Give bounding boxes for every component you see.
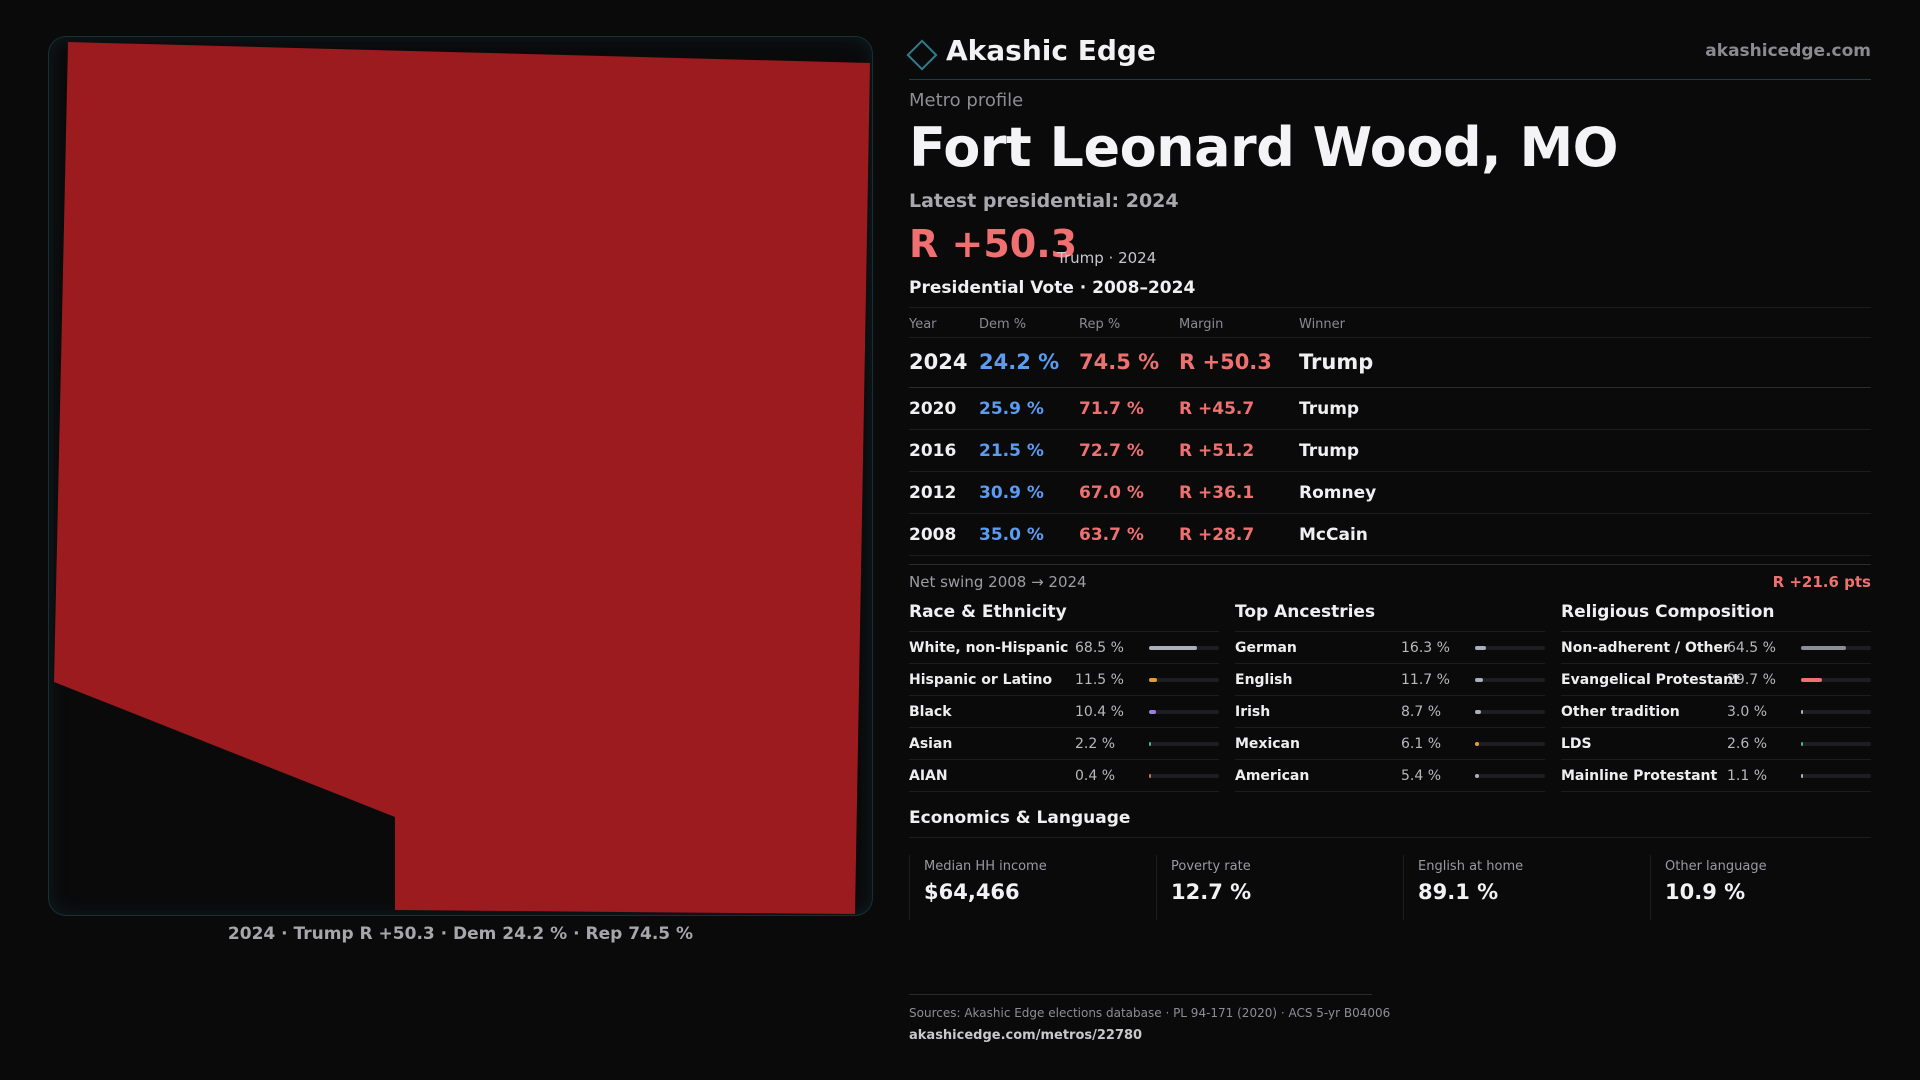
cell-rep: 71.7 % <box>1079 399 1144 419</box>
cell-dem: 24.2 % <box>979 350 1060 374</box>
list-item <box>909 728 1219 760</box>
metro-boundary-shape[interactable] <box>54 42 870 914</box>
cell-year: 2008 <box>909 525 957 545</box>
cell-winner: Romney <box>1299 483 1377 503</box>
cell-rep: 67.0 % <box>1079 483 1144 503</box>
religion-section <box>1561 602 1871 792</box>
item-pct: 29.7 % <box>1727 672 1776 688</box>
bar-track <box>1149 742 1219 746</box>
bar-fill <box>1801 742 1803 746</box>
header-winner: Winner <box>1299 317 1346 332</box>
sources-text: Sources: Akashic Edge elections database · PL 94-171 (2020) · ACS 5-yr B04006 <box>909 1006 1391 1020</box>
bar-fill <box>1149 678 1157 682</box>
cell-year: 2020 <box>909 399 957 419</box>
item-pct: 64.5 % <box>1727 640 1776 656</box>
list-item <box>1235 696 1545 728</box>
stat-value: 10.9 % <box>1665 880 1746 904</box>
cell-margin: R +28.7 <box>1179 525 1255 545</box>
list-item <box>1561 632 1871 664</box>
race-ethnicity-section <box>909 602 1219 792</box>
brand-url[interactable]: akashicedge.com <box>1705 41 1871 61</box>
item-label: Other tradition <box>1561 704 1680 720</box>
header-dem: Dem % <box>979 317 1027 332</box>
stat-label: English at home <box>1418 859 1524 874</box>
brand-name: Akashic Edge <box>946 34 1156 67</box>
bar-fill <box>1475 646 1486 650</box>
item-pct: 3.0 % <box>1727 704 1768 720</box>
item-pct: 68.5 % <box>1075 640 1124 656</box>
bar-fill <box>1475 774 1479 778</box>
item-label: Evangelical Protestant <box>1561 672 1740 688</box>
cell-margin: R +51.2 <box>1179 441 1255 461</box>
stat-other-language <box>1650 855 1871 920</box>
stat-english-home <box>1403 855 1650 920</box>
latest-margin: R +50.3 <box>909 222 1078 266</box>
vote-table <box>909 307 1871 556</box>
cell-dem: 25.9 % <box>979 399 1044 419</box>
bar-track <box>1149 710 1219 714</box>
cell-winner: Trump <box>1299 399 1360 419</box>
stat-label: Median HH income <box>924 859 1047 874</box>
list-item <box>909 760 1219 792</box>
bar-fill <box>1149 742 1151 746</box>
footer-url-link[interactable]: akashicedge.com/metros/22780 <box>909 1028 1143 1043</box>
bar-track <box>1475 742 1545 746</box>
bar-track <box>1475 678 1545 682</box>
item-pct: 6.1 % <box>1401 736 1442 752</box>
metro-label: Metro profile <box>909 90 1024 111</box>
item-label: English <box>1235 672 1293 688</box>
cell-margin: R +45.7 <box>1179 399 1255 419</box>
list-item <box>1235 664 1545 696</box>
item-label: German <box>1235 640 1297 656</box>
header-margin: Margin <box>1179 317 1224 332</box>
stat-label: Poverty rate <box>1171 859 1251 874</box>
cell-rep: 72.7 % <box>1079 441 1144 461</box>
cell-margin: R +36.1 <box>1179 483 1255 503</box>
item-pct: 11.5 % <box>1075 672 1124 688</box>
list-item <box>1561 664 1871 696</box>
bar-fill <box>1475 742 1479 746</box>
cell-winner: Trump <box>1299 441 1360 461</box>
bar-fill <box>1801 710 1803 714</box>
table-row <box>909 338 1871 388</box>
list-item <box>909 632 1219 664</box>
item-label: Mexican <box>1235 736 1300 752</box>
stat-value: 89.1 % <box>1418 880 1499 904</box>
vote-table-header <box>909 308 1871 338</box>
latest-presidential-label: Latest presidential: 2024 <box>909 190 1179 212</box>
bar-fill <box>1801 774 1803 778</box>
cell-year: 2016 <box>909 441 957 461</box>
cell-year: 2024 <box>909 350 968 374</box>
item-pct: 0.4 % <box>1075 768 1116 784</box>
item-pct: 11.7 % <box>1401 672 1450 688</box>
religion-title: Religious Composition <box>1561 602 1871 632</box>
item-pct: 16.3 % <box>1401 640 1450 656</box>
list-item <box>1561 760 1871 792</box>
cell-dem: 21.5 % <box>979 441 1044 461</box>
bar-track <box>1801 710 1871 714</box>
diamond-logo-icon <box>906 39 937 70</box>
stat-value: 12.7 % <box>1171 880 1252 904</box>
bar-track <box>1149 646 1219 650</box>
table-row <box>909 430 1871 472</box>
list-item <box>909 696 1219 728</box>
item-pct: 5.4 % <box>1401 768 1442 784</box>
footer <box>909 994 1391 1043</box>
map-panel <box>48 36 873 916</box>
bar-fill <box>1801 678 1822 682</box>
list-item <box>1561 728 1871 760</box>
item-pct: 2.2 % <box>1075 736 1116 752</box>
stat-median-income <box>909 855 1156 920</box>
item-pct: 1.1 % <box>1727 768 1768 784</box>
page-title: Fort Leonard Wood, MO <box>909 116 1619 179</box>
profile-panel <box>909 30 1871 1043</box>
item-label: Black <box>909 704 952 720</box>
list-item <box>909 664 1219 696</box>
item-label: Non-adherent / Other <box>1561 640 1730 656</box>
item-label: AIAN <box>909 768 948 784</box>
cell-margin: R +50.3 <box>1179 350 1272 374</box>
bar-track <box>1801 774 1871 778</box>
bar-track <box>1801 678 1871 682</box>
latest-margin-sub: Trump · 2024 <box>1057 249 1157 267</box>
list-item <box>1235 632 1545 664</box>
cell-year: 2012 <box>909 483 957 503</box>
header-bar <box>909 30 1871 80</box>
bar-fill <box>1801 646 1846 650</box>
item-label: White, non-Hispanic <box>909 640 1069 656</box>
list-item <box>1235 760 1545 792</box>
cell-rep: 63.7 % <box>1079 525 1144 545</box>
bar-track <box>1149 774 1219 778</box>
stat-label: Other language <box>1665 859 1767 874</box>
table-row <box>909 472 1871 514</box>
net-swing-value: R +21.6 pts <box>1772 573 1871 591</box>
item-pct: 10.4 % <box>1075 704 1124 720</box>
bar-track <box>1475 710 1545 714</box>
race-ethnicity-title: Race & Ethnicity <box>909 602 1219 632</box>
header-year: Year <box>909 317 937 332</box>
item-label: Irish <box>1235 704 1271 720</box>
vote-table-title: Presidential Vote · 2008–2024 <box>909 278 1196 298</box>
item-pct: 8.7 % <box>1401 704 1442 720</box>
item-label: Mainline Protestant <box>1561 768 1718 784</box>
list-item <box>1235 728 1545 760</box>
bar-fill <box>1149 710 1156 714</box>
cell-dem: 35.0 % <box>979 525 1044 545</box>
map-caption: 2024 · Trump R +50.3 · Dem 24.2 % · Rep 74.5 % <box>227 924 694 944</box>
item-pct: 2.6 % <box>1727 736 1768 752</box>
bar-fill <box>1475 678 1483 682</box>
bar-track <box>1801 742 1871 746</box>
net-swing-row <box>909 564 1871 594</box>
table-row <box>909 388 1871 430</box>
net-swing-label: Net swing 2008 → 2024 <box>909 573 1087 591</box>
item-label: Asian <box>909 736 953 752</box>
item-label: Hispanic or Latino <box>909 672 1053 688</box>
stat-poverty-rate <box>1156 855 1403 920</box>
header-rep: Rep % <box>1079 317 1121 332</box>
ancestries-section <box>1235 602 1545 792</box>
bar-track <box>1149 678 1219 682</box>
bar-fill <box>1149 646 1197 650</box>
bar-track <box>1475 646 1545 650</box>
ancestries-title: Top Ancestries <box>1235 602 1545 632</box>
cell-rep: 74.5 % <box>1079 350 1160 374</box>
cell-winner: Trump <box>1299 350 1374 374</box>
cell-dem: 30.9 % <box>979 483 1044 503</box>
economics-title: Economics & Language <box>909 808 1871 838</box>
item-label: American <box>1235 768 1310 784</box>
bar-track <box>1801 646 1871 650</box>
bar-fill <box>1475 710 1481 714</box>
stat-value: $64,466 <box>924 880 1020 904</box>
table-row <box>909 514 1871 556</box>
bar-track <box>1475 774 1545 778</box>
bar-fill <box>1149 774 1151 778</box>
list-item <box>1561 696 1871 728</box>
cell-winner: McCain <box>1299 525 1368 545</box>
metro-map <box>49 37 873 916</box>
item-label: LDS <box>1561 736 1592 752</box>
